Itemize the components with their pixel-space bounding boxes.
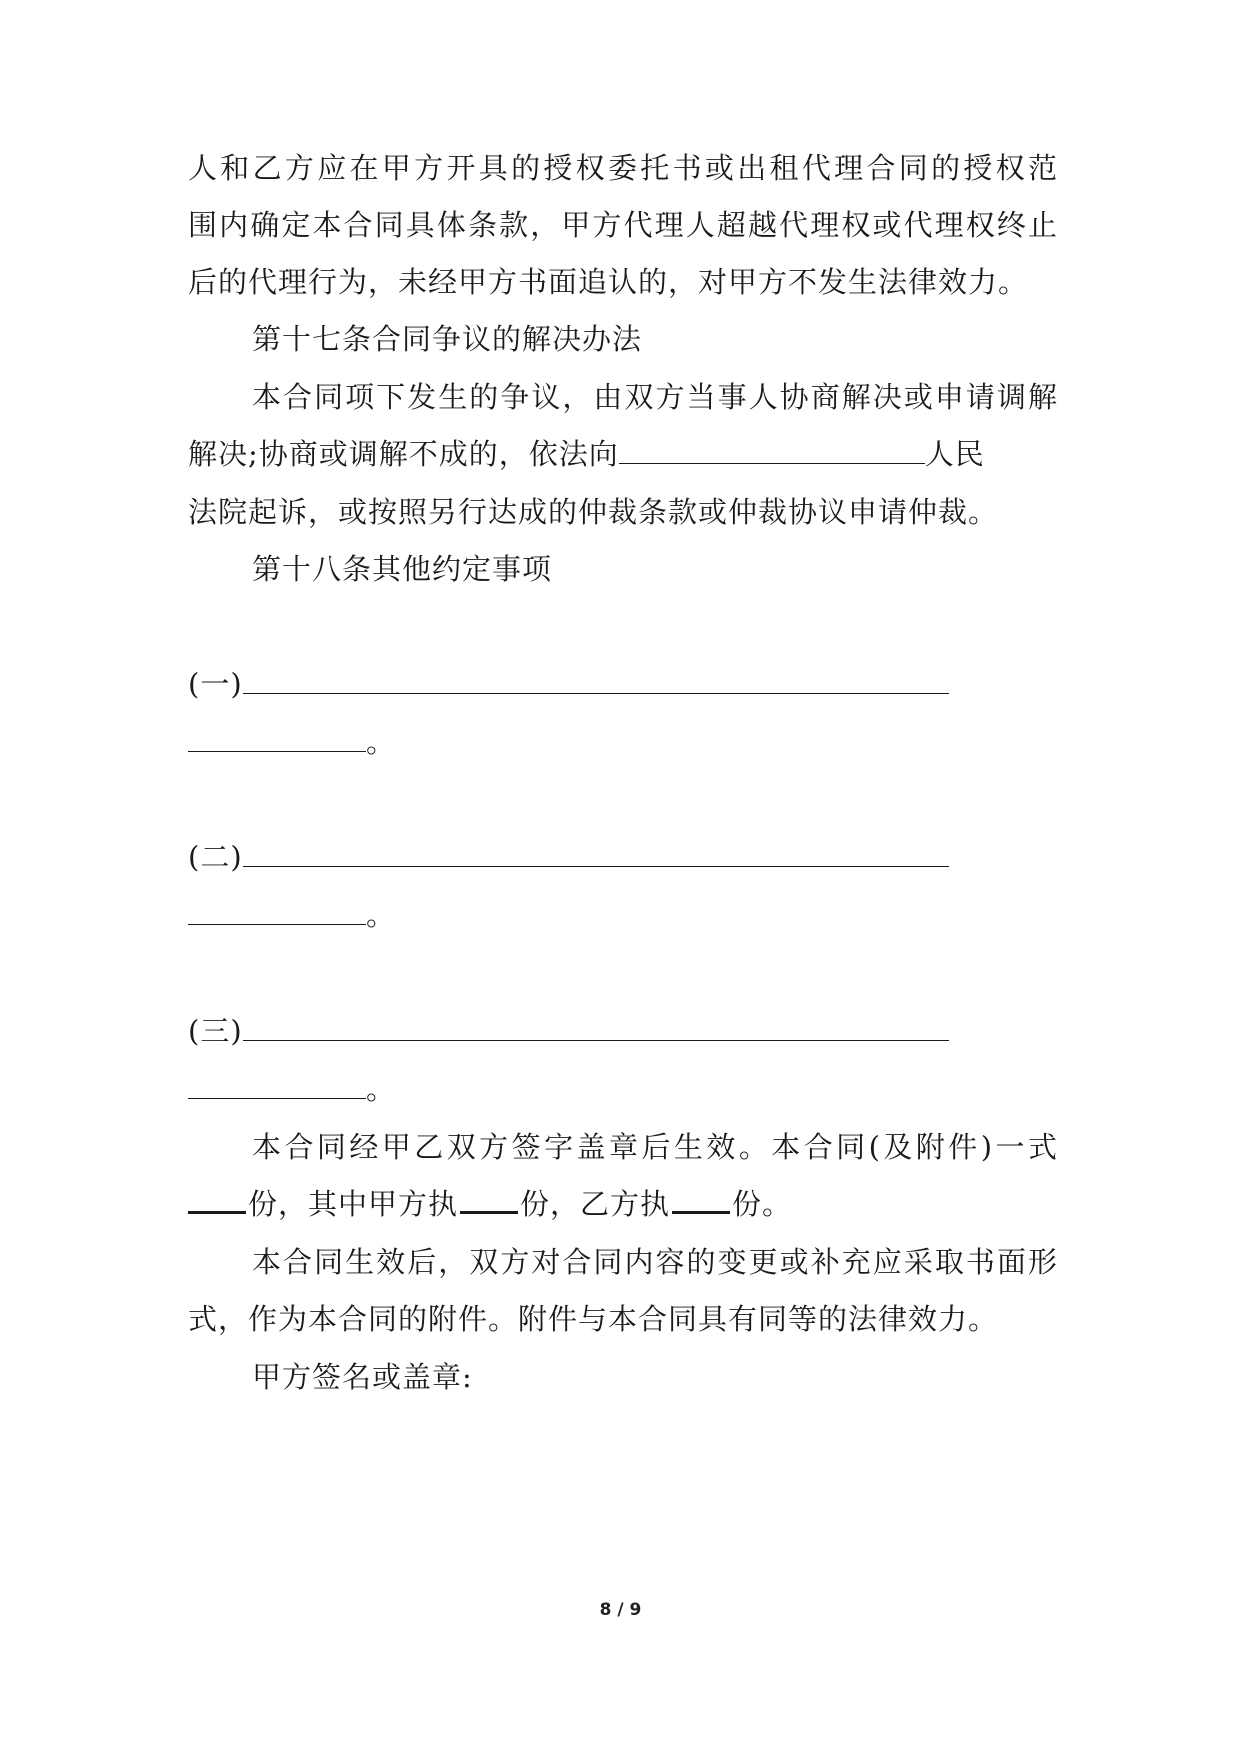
item-1-blank-cont (188, 723, 366, 752)
party-a-signature-label: 甲方签名或盖章: (252, 1360, 473, 1394)
paragraph-line: 本合同经甲乙双方签字盖章后生效。本合同(及附件)一式 (252, 1130, 1058, 1164)
item-1-end: 。 (366, 725, 397, 759)
page-number: 8 / 9 (599, 1600, 642, 1620)
article-17-title: 第十七条合同争议的解决办法 (252, 322, 643, 356)
party-b-copies-blank (672, 1185, 730, 1214)
item-2-line (188, 837, 1058, 877)
item-3-continuation (188, 1069, 1058, 1109)
item-2-blank-cont (188, 896, 366, 925)
paragraph-line: 人和乙方应在甲方开具的授权委托书或出租代理合同的授权范 (188, 151, 1058, 185)
item-1-label: (一) (188, 667, 243, 701)
paragraph-line: 本合同项下发生的争议，由双方当事人协商解决或申请调解 (252, 380, 1058, 414)
item-2-label: (二) (188, 840, 243, 874)
court-name-blank (619, 435, 925, 464)
item-2-continuation (188, 895, 1058, 935)
paragraph-line: 本合同生效后，双方对合同内容的变更或补充应采取书面形 (252, 1245, 1058, 1279)
item-2-blank (243, 838, 949, 867)
total-copies-blank (188, 1185, 246, 1214)
party-a-copies-blank (460, 1185, 518, 1214)
court-clause-line (188, 434, 1058, 474)
copies-text-a: 份，其中甲方执 (248, 1187, 459, 1221)
item-1-blank (243, 665, 949, 694)
copies-text-b: 份，乙方执 (520, 1187, 671, 1221)
item-1-continuation (188, 722, 1058, 762)
item-3-blank-cont (188, 1070, 366, 1099)
court-clause-suffix: 人民 (924, 437, 985, 471)
item-2-end: 。 (366, 898, 397, 932)
paragraph-line: 后的代理行为，未经甲方书面追认的，对甲方不发生法律效力。 (188, 265, 1029, 299)
item-3-end: 。 (366, 1072, 397, 1106)
paragraph-line: 法院起诉，或按照另行达成的仲裁条款或仲裁协议申请仲裁。 (188, 495, 999, 529)
copies-text-c: 份。 (732, 1187, 793, 1221)
copies-line (188, 1184, 1058, 1224)
article-18-title: 第十八条其他约定事项 (252, 552, 553, 586)
item-3-blank (243, 1012, 949, 1041)
paragraph-line: 围内确定本合同具体条款，甲方代理人超越代理权或代理权终止 (188, 208, 1058, 242)
item-3-label: (三) (188, 1014, 243, 1048)
paragraph-line: 式，作为本合同的附件。附件与本合同具有同等的法律效力。 (188, 1302, 999, 1336)
court-clause-text: 解决;协商或调解不成的，依法向 (188, 437, 619, 471)
item-3-line (188, 1011, 1058, 1051)
item-1-line (188, 664, 1058, 704)
